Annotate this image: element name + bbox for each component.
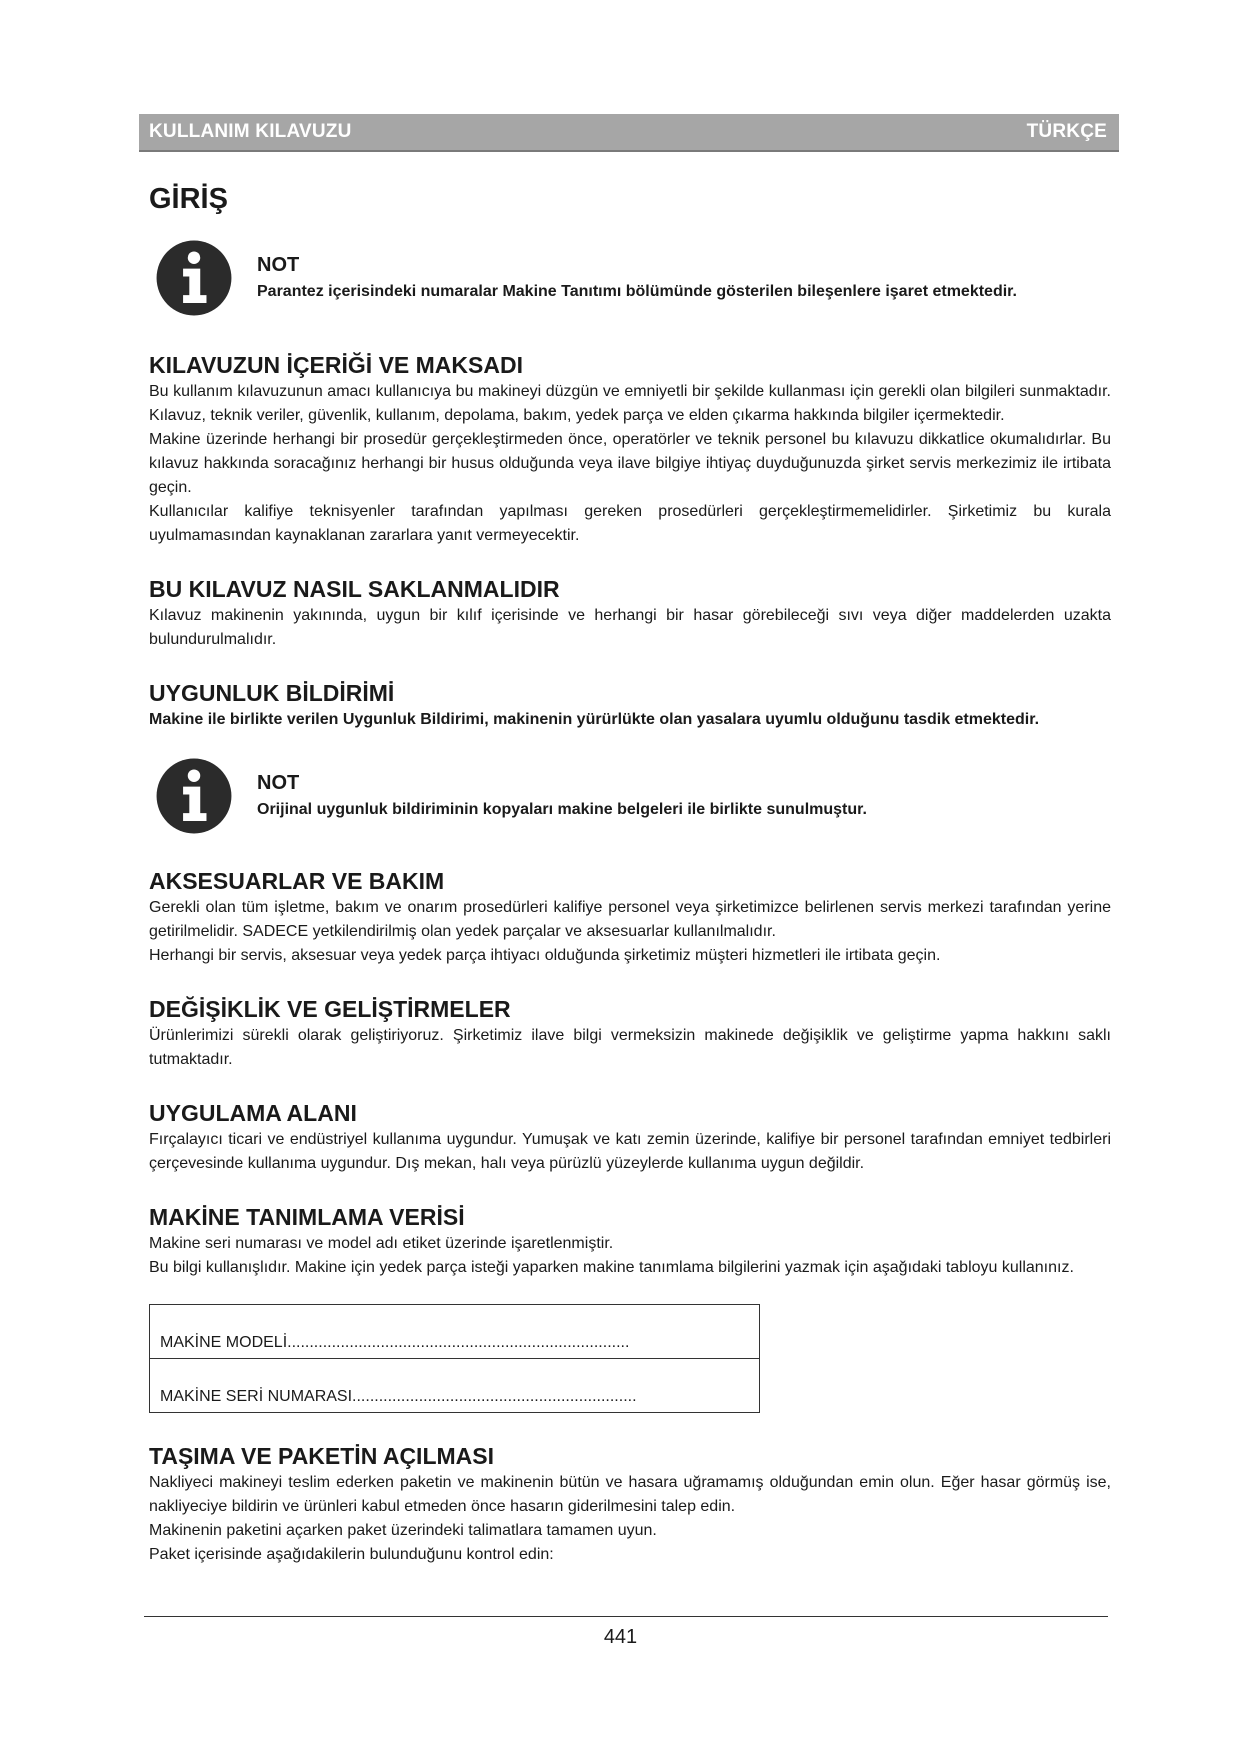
header-bar — [139, 114, 1119, 152]
header-language: TÜRKÇE — [1026, 121, 1107, 142]
section-title: DEĞİŞİKLİK VE GELİŞTİRMELER — [149, 996, 511, 1022]
section-title: KILAVUZUN İÇERİĞİ VE MAKSADI — [149, 352, 523, 378]
paragraph: Nakliyeci makineyi teslim ederken paketin ve makinenin bütün ve hasara uğramamış olduğundan emin olun. Eğer hasar görmüş ise, nakliyeciye bildirin ve ürünleri kabul etmeden önce hasarın giderilmesini talep edin. — [149, 1474, 1111, 1515]
section-content-purpose — [149, 350, 1111, 548]
section-conformity — [149, 678, 1111, 732]
section-changes — [149, 994, 1111, 1072]
paragraph: Ürünlerimizi sürekli olarak geliştiriyoruz. Şirketimiz ilave bilgi vermeksizin makinede değişiklik ve geliştirme yapma hakkını saklı tutmaktadır. — [149, 1027, 1111, 1068]
table-row — [150, 1359, 760, 1413]
note-box — [149, 236, 1111, 320]
paragraph: Bu kullanım kılavuzunun amacı kullanıcıya bu makineyi düzgün ve emniyetli bir şekilde kullanması için gerekli olan bilgileri sunmaktadır. Kılavuz, teknik veriler, güvenlik, kullanım, depolama, bakım, yedek parça ve elden çıkarma hakkında bilgiler içermektedir. — [149, 383, 1111, 424]
footer-divider — [144, 1616, 1108, 1617]
section-title: TAŞIMA VE PAKETİN AÇILMASI — [149, 1443, 494, 1469]
paragraph: Fırçalayıcı ticari ve endüstriyel kullanıma uygundur. Yumuşak ve katı zemin üzerinde, kalifiye bir personel tarafından emniyet tedbirleri çerçevesinde kullanıma uygundur. Dış mekan, halı veya pürüzlü yüzeylerde kullanıma uygun değildir. — [149, 1131, 1111, 1172]
section-transport — [149, 1441, 1111, 1567]
section-identification — [149, 1202, 1111, 1413]
section-title: BU KILAVUZ NASIL SAKLANMALIDIR — [149, 576, 560, 602]
section-storage — [149, 574, 1111, 652]
page-content — [149, 180, 1111, 1567]
paragraph: Paket içerisinde aşağıdakilerin bulunduğunu kontrol edin: — [149, 1546, 554, 1563]
note-text: Orijinal uygunluk bildiriminin kopyaları makine belgeleri ile birlikte sunulmuştur. — [257, 801, 867, 818]
machine-serial-field: MAKİNE SERİ NUMARASI................................................................ — [150, 1359, 760, 1413]
machine-model-field: MAKİNE MODELİ............................................................................. — [150, 1305, 760, 1359]
header-title: KULLANIM KILAVUZU — [149, 121, 352, 142]
section-title: MAKİNE TANIMLAMA VERİSİ — [149, 1204, 465, 1230]
section-title: AKSESUARLAR VE BAKIM — [149, 868, 445, 894]
note-label: NOT — [257, 772, 300, 794]
page-title: GİRİŞ — [149, 183, 228, 215]
section-title: UYGULAMA ALANI — [149, 1100, 357, 1126]
paragraph: Gerekli olan tüm işletme, bakım ve onarım prosedürleri kalifiye personel veya şirketimizce belirlenen servis merkezi tarafından yerine getirilmelidir. SADECE yetkilendirilmiş olan yedek parçalar ve aksesuarlar kullanılmalıdır. — [149, 899, 1111, 940]
note-box — [149, 754, 1111, 838]
section-accessories — [149, 866, 1111, 968]
paragraph: Makine seri numarası ve model adı etiket üzerinde işaretlenmiştir. — [149, 1235, 614, 1252]
paragraph: Kullanıcılar kalifiye teknisyenler tarafından yapılması gereken prosedürleri gerçekleştirmemelidirler. Şirketimiz bu kurala uyulmamasından kaynaklanan zararlara yanıt vermeyecektir. — [149, 503, 1111, 544]
paragraph: Makine ile birlikte verilen Uygunluk Bildirimi, makinenin yürürlükte olan yasalara uyumlu olduğunu tasdik etmektedir. — [149, 711, 1040, 728]
info-icon — [155, 239, 233, 317]
paragraph: Herhangi bir servis, aksesuar veya yedek parça ihtiyacı olduğunda şirketimiz müşteri hizmetleri ile irtibata geçin. — [149, 947, 941, 964]
page-number: 441 — [603, 1626, 638, 1648]
paragraph: Kılavuz makinenin yakınında, uygun bir kılıf içerisinde ve herhangi bir hasar görebileceği sıvı veya diğer maddelerden uzakta bulundurulmalıdır. — [149, 607, 1111, 648]
paragraph: Makine üzerinde herhangi bir prosedür gerçekleştirmeden önce, operatörler ve teknik personel bu kılavuzu dikkatlice okumalıdırlar. Bu kılavuz hakkında soracağınız herhangi bir husus olduğunda veya ilave bilgiye ihtiyaç duyduğunuzda şirket servis merkezimiz ile irtibata geçin. — [149, 431, 1111, 496]
paragraph: Makinenin paketini açarken paket üzerindeki talimatlara tamamen uyun. — [149, 1522, 657, 1539]
table-row — [150, 1305, 760, 1359]
note-text: Parantez içerisindeki numaralar Makine Tanıtımı bölümünde gösterilen bileşenlere işaret etmektedir. — [257, 283, 1017, 300]
paragraph: Bu bilgi kullanışlıdır. Makine için yedek parça isteği yaparken makine tanımlama bilgilerini yazmak için aşağıdaki tabloyu kullanınız. — [149, 1259, 1074, 1276]
note-label: NOT — [257, 254, 300, 276]
identification-table — [149, 1304, 760, 1413]
section-title: UYGUNLUK BİLDİRİMİ — [149, 680, 395, 706]
section-application — [149, 1098, 1111, 1176]
info-icon — [155, 757, 233, 835]
